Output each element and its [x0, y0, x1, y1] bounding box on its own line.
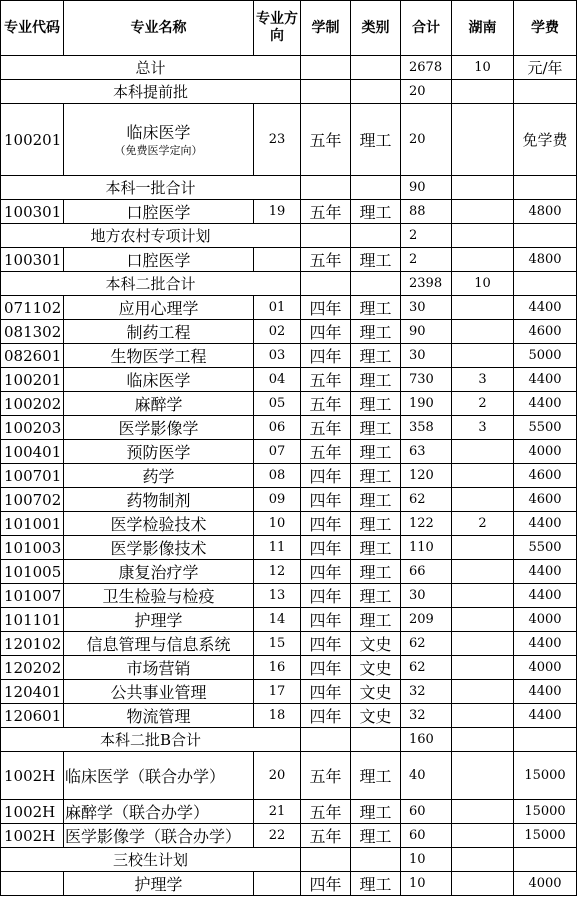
major-total: 60 — [401, 800, 452, 824]
major-system: 四年 — [301, 320, 351, 344]
table-row — [1, 416, 577, 440]
major-category: 文史 — [351, 656, 401, 680]
header-code: 专业代码 — [1, 1, 64, 56]
major-system: 五年 — [301, 824, 351, 848]
major-fee: 4400 — [514, 584, 577, 608]
major-code: 1002H — [1, 752, 64, 800]
major-fee: 4400 — [514, 392, 577, 416]
major-system: 四年 — [301, 536, 351, 560]
major-total: 62 — [401, 656, 452, 680]
major-direction: 06 — [254, 416, 301, 440]
section-row — [1, 848, 577, 872]
major-direction: 16 — [254, 656, 301, 680]
major-category: 理工 — [351, 248, 401, 272]
section-label: 地方农村专项计划 — [1, 224, 301, 248]
major-fee: 4400 — [514, 704, 577, 728]
major-category: 理工 — [351, 104, 401, 176]
section-row — [1, 80, 577, 104]
major-fee: 15000 — [514, 824, 577, 848]
major-name: 药学 — [64, 464, 254, 488]
major-system: 四年 — [301, 464, 351, 488]
major-total: 63 — [401, 440, 452, 464]
major-fee: 15000 — [514, 800, 577, 824]
major-code: 100701 — [1, 464, 64, 488]
major-system: 四年 — [301, 584, 351, 608]
grand-total-label: 总计 — [1, 56, 301, 80]
major-direction: 01 — [254, 296, 301, 320]
table-row — [1, 656, 577, 680]
major-hunan — [452, 824, 514, 848]
major-total: 730 — [401, 368, 452, 392]
major-total: 30 — [401, 344, 452, 368]
section-total: 90 — [401, 176, 452, 200]
major-hunan — [452, 584, 514, 608]
major-code: 081302 — [1, 320, 64, 344]
section-total: 10 — [401, 848, 452, 872]
header-row — [1, 1, 577, 56]
major-category: 文史 — [351, 704, 401, 728]
major-hunan — [452, 608, 514, 632]
major-category: 理工 — [351, 488, 401, 512]
table-row — [1, 344, 577, 368]
major-system: 五年 — [301, 800, 351, 824]
major-name: 生物医学工程 — [64, 344, 254, 368]
major-hunan — [452, 296, 514, 320]
major-fee: 4800 — [514, 248, 577, 272]
major-system: 四年 — [301, 656, 351, 680]
table-row — [1, 320, 577, 344]
major-name: 应用心理学 — [64, 296, 254, 320]
major-fee: 5500 — [514, 416, 577, 440]
major-code: 100401 — [1, 440, 64, 464]
major-total: 2 — [401, 248, 452, 272]
major-name-note: （免费医学定向） — [114, 143, 203, 157]
major-hunan — [452, 440, 514, 464]
major-system: 五年 — [301, 752, 351, 800]
major-total: 110 — [401, 536, 452, 560]
major-name: 口腔医学 — [64, 200, 254, 224]
major-fee: 4400 — [514, 680, 577, 704]
major-total: 66 — [401, 560, 452, 584]
header-name: 专业名称 — [64, 1, 254, 56]
major-hunan — [452, 464, 514, 488]
major-code: 101007 — [1, 584, 64, 608]
table-row — [1, 440, 577, 464]
major-total: 10 — [401, 872, 452, 896]
major-fee: 4600 — [514, 320, 577, 344]
major-fee: 4000 — [514, 608, 577, 632]
table-row — [1, 560, 577, 584]
major-total: 30 — [401, 584, 452, 608]
batchB-rows — [1, 752, 577, 848]
major-total: 209 — [401, 608, 452, 632]
major-name: 物流管理 — [64, 704, 254, 728]
table-row — [1, 584, 577, 608]
major-category: 理工 — [351, 536, 401, 560]
major-system: 五年 — [301, 368, 351, 392]
major-system: 四年 — [301, 560, 351, 584]
major-name: 市场营销 — [64, 656, 254, 680]
major-code: 100301 — [1, 200, 64, 224]
major-total: 88 — [401, 200, 452, 224]
major-category: 文史 — [351, 632, 401, 656]
major-total: 358 — [401, 416, 452, 440]
header-direction: 专业方向 — [254, 1, 301, 56]
major-hunan — [452, 560, 514, 584]
major-code: 101001 — [1, 512, 64, 536]
major-fee: 4000 — [514, 656, 577, 680]
major-fee: 4400 — [514, 632, 577, 656]
major-hunan — [452, 344, 514, 368]
major-system: 五年 — [301, 200, 351, 224]
table-row — [1, 632, 577, 656]
major-direction: 13 — [254, 584, 301, 608]
major-hunan — [452, 248, 514, 272]
major-system: 五年 — [301, 392, 351, 416]
major-total: 30 — [401, 296, 452, 320]
major-category: 理工 — [351, 872, 401, 896]
major-name: 麻醉学（联合办学） — [64, 800, 254, 824]
major-direction: 14 — [254, 608, 301, 632]
section-label: 本科二批合计 — [1, 272, 301, 296]
major-total: 120 — [401, 464, 452, 488]
major-total: 20 — [401, 104, 452, 176]
section-total: 160 — [401, 728, 452, 752]
major-direction: 08 — [254, 464, 301, 488]
section-label: 三校生计划 — [1, 848, 301, 872]
major-fee: 免学费 — [514, 104, 577, 176]
major-category: 理工 — [351, 392, 401, 416]
major-direction: 22 — [254, 824, 301, 848]
major-code: 100201 — [1, 104, 64, 176]
major-total: 90 — [401, 320, 452, 344]
major-system: 四年 — [301, 632, 351, 656]
major-direction: 04 — [254, 368, 301, 392]
major-hunan — [452, 752, 514, 800]
major-category: 理工 — [351, 512, 401, 536]
major-name: 药物制剂 — [64, 488, 254, 512]
major-hunan — [452, 104, 514, 176]
table-row — [1, 392, 577, 416]
major-name: 口腔医学 — [64, 248, 254, 272]
major-code: 101101 — [1, 608, 64, 632]
major-system: 五年 — [301, 104, 351, 176]
major-system: 五年 — [301, 440, 351, 464]
header-hunan: 湖南 — [452, 1, 514, 56]
major-system: 四年 — [301, 680, 351, 704]
major-hunan — [452, 872, 514, 896]
major-category: 文史 — [351, 680, 401, 704]
major-name: 公共事业管理 — [64, 680, 254, 704]
major-fee: 4400 — [514, 296, 577, 320]
major-direction: 12 — [254, 560, 301, 584]
grand-total-hunan: 10 — [452, 56, 514, 80]
major-category: 理工 — [351, 752, 401, 800]
table-row — [1, 512, 577, 536]
major-code: 1002H — [1, 824, 64, 848]
major-name: 医学影像学（联合办学） — [64, 824, 254, 848]
major-direction: 10 — [254, 512, 301, 536]
major-hunan: 2 — [452, 392, 514, 416]
major-direction — [254, 872, 301, 896]
major-direction: 07 — [254, 440, 301, 464]
major-name: 康复治疗学 — [64, 560, 254, 584]
grand-total-count: 2678 — [401, 56, 452, 80]
major-code: 1002H — [1, 800, 64, 824]
section-row — [1, 176, 577, 200]
table-row — [1, 752, 577, 800]
major-fee: 5500 — [514, 536, 577, 560]
major-direction: 23 — [254, 104, 301, 176]
header-system: 学制 — [301, 1, 351, 56]
major-code: 120202 — [1, 656, 64, 680]
major-total: 32 — [401, 704, 452, 728]
major-category: 理工 — [351, 344, 401, 368]
major-direction: 03 — [254, 344, 301, 368]
major-code: 101005 — [1, 560, 64, 584]
table-row — [1, 200, 577, 224]
major-system: 四年 — [301, 488, 351, 512]
major-system: 四年 — [301, 704, 351, 728]
table-row — [1, 800, 577, 824]
section-row — [1, 272, 577, 296]
major-fee: 4400 — [514, 368, 577, 392]
major-total: 62 — [401, 632, 452, 656]
major-category: 理工 — [351, 608, 401, 632]
major-code: 100202 — [1, 392, 64, 416]
major-category: 理工 — [351, 584, 401, 608]
section-row — [1, 728, 577, 752]
section-row — [1, 224, 577, 248]
major-system: 四年 — [301, 872, 351, 896]
major-name: 临床医学 — [64, 368, 254, 392]
table-row — [1, 872, 577, 896]
major-fee: 5000 — [514, 344, 577, 368]
major-code: 071102 — [1, 296, 64, 320]
major-direction: 09 — [254, 488, 301, 512]
major-direction: 05 — [254, 392, 301, 416]
major-direction — [254, 248, 301, 272]
major-category: 理工 — [351, 560, 401, 584]
major-system: 四年 — [301, 512, 351, 536]
major-total: 190 — [401, 392, 452, 416]
grand-total-row — [1, 56, 577, 80]
major-system: 五年 — [301, 248, 351, 272]
major-category: 理工 — [351, 416, 401, 440]
major-fee: 4400 — [514, 512, 577, 536]
major-code — [1, 872, 64, 896]
major-fee: 4600 — [514, 488, 577, 512]
major-hunan — [452, 488, 514, 512]
major-fee: 4400 — [514, 560, 577, 584]
major-name: 卫生检验与检疫 — [64, 584, 254, 608]
major-direction: 20 — [254, 752, 301, 800]
major-fee: 15000 — [514, 752, 577, 800]
table-row — [1, 104, 577, 176]
major-category: 理工 — [351, 296, 401, 320]
major-category: 理工 — [351, 200, 401, 224]
major-total: 60 — [401, 824, 452, 848]
major-fee: 4800 — [514, 200, 577, 224]
major-name: 医学影像技术 — [64, 536, 254, 560]
header-total: 合计 — [401, 1, 452, 56]
major-name: 护理学 — [64, 608, 254, 632]
section-label: 本科提前批 — [1, 80, 301, 104]
major-direction: 02 — [254, 320, 301, 344]
major-code: 082601 — [1, 344, 64, 368]
major-name: 临床医学（联合办学） — [64, 752, 254, 800]
table-row — [1, 608, 577, 632]
major-hunan — [452, 632, 514, 656]
major-hunan — [452, 800, 514, 824]
section-hunan: 10 — [452, 272, 514, 296]
major-code: 100301 — [1, 248, 64, 272]
major-direction: 15 — [254, 632, 301, 656]
major-system: 四年 — [301, 608, 351, 632]
header-fee: 学费 — [514, 1, 577, 56]
major-name: 预防医学 — [64, 440, 254, 464]
major-direction: 17 — [254, 680, 301, 704]
major-category: 理工 — [351, 800, 401, 824]
table-row — [1, 704, 577, 728]
section-total: 2 — [401, 224, 452, 248]
major-fee: 4000 — [514, 872, 577, 896]
major-system: 四年 — [301, 344, 351, 368]
header-category: 类别 — [351, 1, 401, 56]
major-system: 五年 — [301, 416, 351, 440]
major-total: 40 — [401, 752, 452, 800]
major-category: 理工 — [351, 464, 401, 488]
major-name: 信息管理与信息系统 — [64, 632, 254, 656]
major-hunan: 2 — [452, 512, 514, 536]
major-hunan — [452, 320, 514, 344]
major-code: 120401 — [1, 680, 64, 704]
major-hunan: 3 — [452, 416, 514, 440]
major-code: 120601 — [1, 704, 64, 728]
table-row — [1, 824, 577, 848]
major-direction: 19 — [254, 200, 301, 224]
table-row — [1, 296, 577, 320]
major-name-main: 临床医学 — [126, 122, 191, 142]
major-name — [64, 104, 254, 176]
major-category: 理工 — [351, 320, 401, 344]
batch2-rows — [1, 296, 577, 728]
major-name: 制药工程 — [64, 320, 254, 344]
major-system: 四年 — [301, 296, 351, 320]
major-name: 医学影像学 — [64, 416, 254, 440]
major-category: 理工 — [351, 824, 401, 848]
major-fee: 4000 — [514, 440, 577, 464]
major-hunan — [452, 704, 514, 728]
major-name: 护理学 — [64, 872, 254, 896]
table-row — [1, 488, 577, 512]
section-label: 本科二批B合计 — [1, 728, 301, 752]
major-direction: 21 — [254, 800, 301, 824]
section-label: 本科一批合计 — [1, 176, 301, 200]
major-code: 100201 — [1, 368, 64, 392]
major-code: 100702 — [1, 488, 64, 512]
major-hunan — [452, 536, 514, 560]
section-total: 20 — [401, 80, 452, 104]
table-row — [1, 536, 577, 560]
major-name: 麻醉学 — [64, 392, 254, 416]
table-row — [1, 368, 577, 392]
major-hunan — [452, 656, 514, 680]
major-direction: 18 — [254, 704, 301, 728]
major-total: 122 — [401, 512, 452, 536]
table-row — [1, 464, 577, 488]
major-total: 62 — [401, 488, 452, 512]
major-category: 理工 — [351, 440, 401, 464]
major-code: 100203 — [1, 416, 64, 440]
major-category: 理工 — [351, 368, 401, 392]
major-hunan — [452, 680, 514, 704]
major-direction: 11 — [254, 536, 301, 560]
major-name: 医学检验技术 — [64, 512, 254, 536]
major-total: 32 — [401, 680, 452, 704]
table-row — [1, 248, 577, 272]
major-fee: 4600 — [514, 464, 577, 488]
major-code: 101003 — [1, 536, 64, 560]
table-row — [1, 680, 577, 704]
major-hunan — [452, 200, 514, 224]
grand-total-fee-unit: 元/年 — [514, 56, 577, 80]
major-code: 120102 — [1, 632, 64, 656]
major-hunan: 3 — [452, 368, 514, 392]
section-total: 2398 — [401, 272, 452, 296]
